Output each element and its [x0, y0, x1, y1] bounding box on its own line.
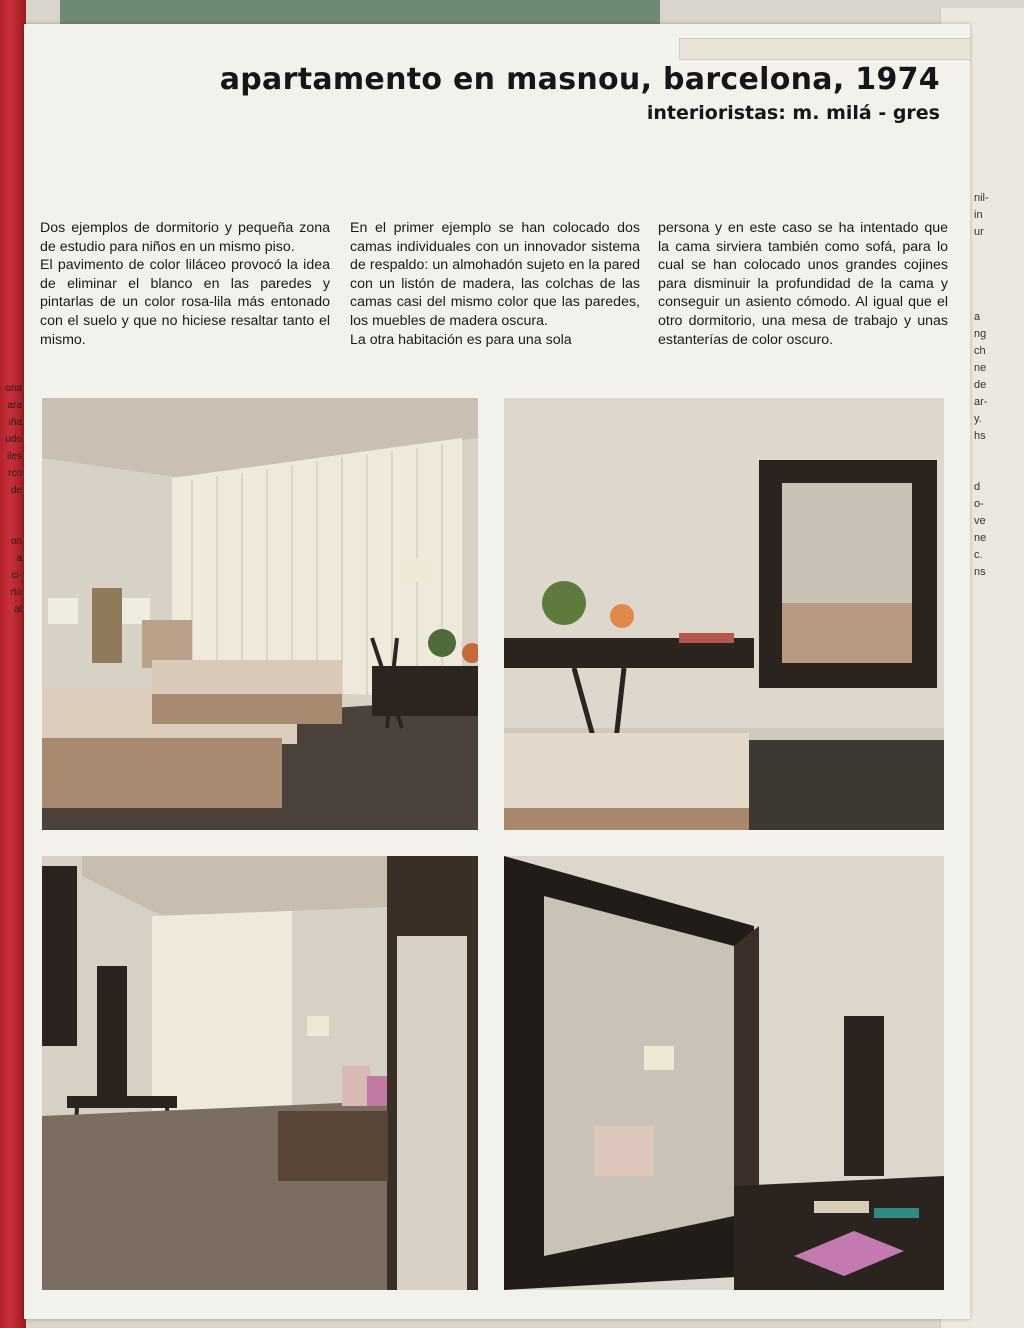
edge-text-fragment: [0, 516, 22, 533]
page-title: apartamento en masnou, barcelona, 1974: [219, 62, 940, 97]
paragraph: Dos ejemplos de dormitorio y pequeña zona de estudio para niños en un mismo piso.: [40, 220, 330, 255]
edge-text-fragment: ne: [974, 532, 987, 544]
edge-text-fragment: [974, 292, 1020, 309]
edge-text-fragment: y.: [974, 413, 982, 425]
photo-mirror-close: [504, 856, 944, 1290]
paper-tab: [679, 38, 971, 60]
photo-desk-mirror: [504, 398, 944, 830]
edge-text-fragment: ns: [974, 566, 986, 578]
edge-text-fragment: ara: [7, 400, 22, 411]
page-subtitle: interioristas: m. milá - gres: [646, 102, 940, 124]
edge-text-fragment: ci-: [11, 570, 22, 581]
text-column-1: [40, 219, 330, 349]
edge-text-fragment: de: [974, 379, 987, 391]
magazine-page: [24, 24, 970, 1319]
edge-text-fragment: d: [974, 481, 981, 493]
edge-text-fragment: [0, 499, 22, 516]
text-column-2: [350, 219, 640, 349]
photo-single-room: [42, 856, 478, 1290]
paragraph: El pavimento de color liláceo provocó la idea de eliminar el blanco en las paredes y pintarlas de un color rosa-lila más entonado con el suelo y que no hiciese resaltar tanto el mismo.: [40, 257, 330, 348]
edge-text-fragment: ve: [974, 515, 986, 527]
book-cover-edge: [0, 0, 26, 1328]
right-edge-text: [974, 190, 1020, 581]
edge-text-fragment: [974, 445, 1020, 462]
text-column-3: [658, 219, 948, 349]
edge-text-fragment: ar-: [974, 396, 988, 408]
edge-text-fragment: in: [974, 209, 983, 221]
edge-text-fragment: [974, 462, 1020, 479]
paragraph: La otra habitación es para una sola: [350, 331, 572, 348]
edge-text-fragment: a: [974, 311, 981, 323]
edge-text-fragment: on: [10, 536, 22, 547]
edge-text-fragment: iles: [6, 451, 22, 462]
edge-text-fragment: a: [16, 553, 22, 564]
edge-text-fragment: ch: [974, 345, 986, 357]
edge-text-fragment: hs: [974, 430, 986, 442]
edge-text-fragment: iña: [8, 417, 22, 428]
edge-text-fragment: rto: [10, 587, 22, 598]
edge-text-fragment: de: [10, 485, 22, 496]
edge-text-fragment: [974, 258, 1020, 275]
edge-text-fragment: c.: [974, 549, 983, 561]
edge-text-fragment: ur: [974, 226, 984, 238]
photo-twin-bedroom: [42, 398, 478, 830]
edge-text-fragment: nil-: [974, 192, 989, 204]
edge-text-fragment: rco: [8, 468, 22, 479]
edge-text-fragment: ne: [974, 362, 987, 374]
paragraph: persona y en este caso se ha intentado que la cama sirviera también como sofá, para lo cual se han colocado unos grandes cojines para disminuir la profundidad de la cama y conseguir un asiento cómodo. Al igual que el otro dormitorio, una mesa de trabajo y unas estanterías de color oscuro.: [658, 220, 948, 348]
edge-text-fragment: udo: [5, 434, 22, 445]
paragraph: En el primer ejemplo se han colocado dos camas individuales con un innovador sistema de respaldo: un almohadón sujeto en la pared con un listón de madera, las colchas de las camas casi del mismo color que las paredes, los muebles de madera oscura.: [350, 220, 640, 329]
left-edge-text: [0, 380, 22, 618]
edge-text-fragment: o-: [974, 498, 984, 510]
edge-text-fragment: [974, 275, 1020, 292]
edge-text-fragment: [974, 241, 1020, 258]
edge-text-fragment: ng: [974, 328, 987, 340]
edge-text-fragment: ona: [5, 383, 22, 394]
edge-text-fragment: al: [14, 604, 22, 615]
